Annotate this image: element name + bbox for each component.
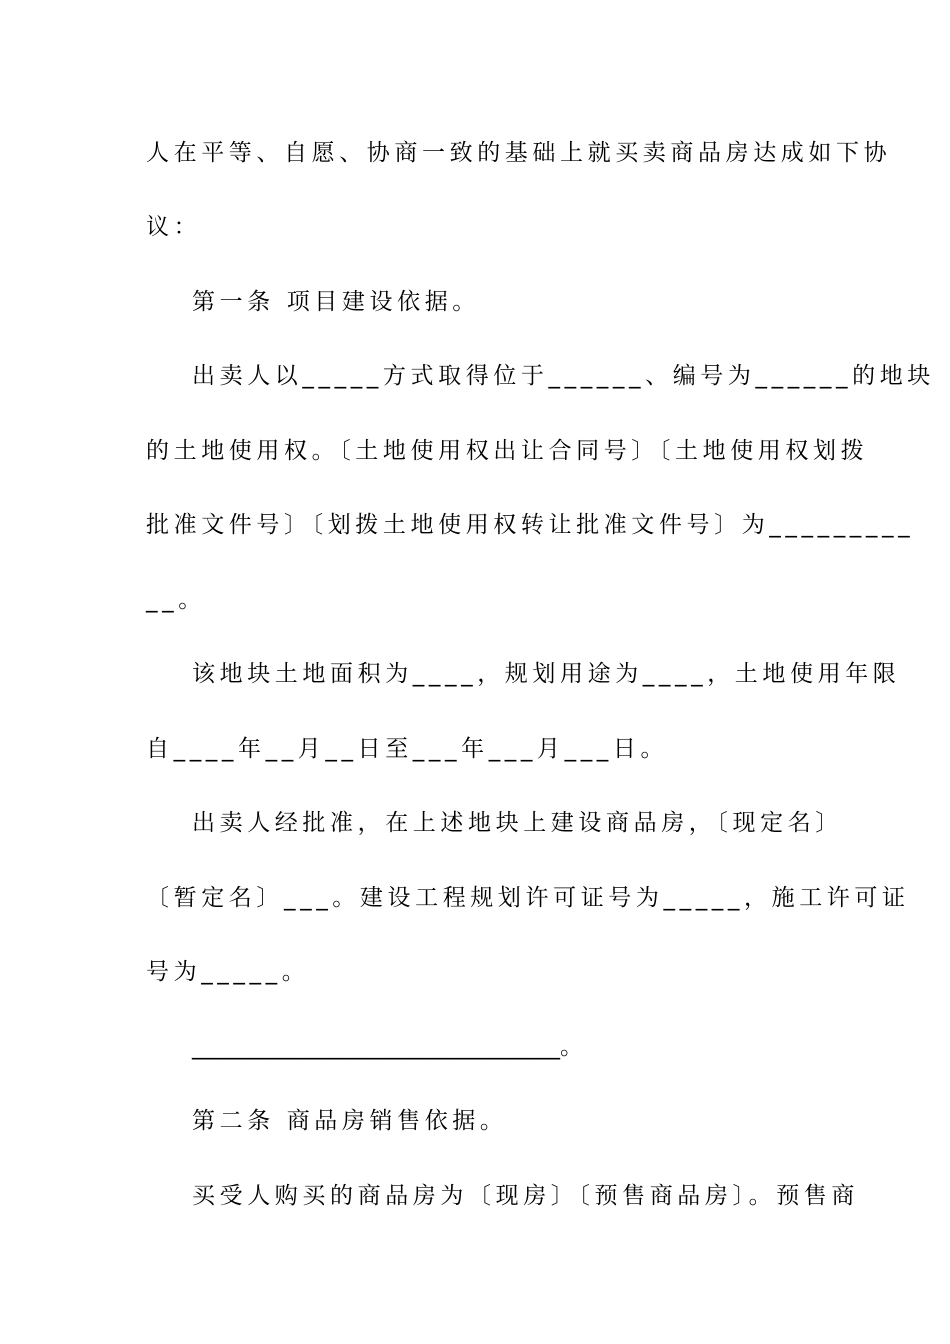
- paragraph-line-2: 议：: [146, 214, 202, 240]
- paragraph-line-4: 出卖人以_____方式取得位于______、编号为______的地块: [192, 363, 935, 389]
- paragraph-line-12: 号为_____。: [146, 959, 310, 985]
- article-two-heading: 第二条 商品房销售依据。: [192, 1108, 508, 1134]
- paragraph-line-15: 买受人购买的商品房为〔现房〕〔预售商品房〕。预售商: [192, 1183, 859, 1209]
- paragraph-line-7: __。: [146, 587, 206, 613]
- paragraph-line-5: 的土地使用权。〔土地使用权出让合同号〕〔土地使用权划拨: [146, 438, 869, 464]
- paragraph-line-11: 〔暂定名〕___。建设工程规划许可证号为_____，施工许可证: [146, 885, 910, 911]
- paragraph-line-9: 自____年__月__日至___年___月___日。: [146, 736, 669, 762]
- blank-fill-line: ________________________________。: [192, 1034, 583, 1060]
- article-one-heading: 第一条 项目建设依据。: [192, 289, 480, 315]
- paragraph-line-10: 出卖人经批准，在上述地块上建设商品房，〔现定名〕: [192, 810, 843, 836]
- paragraph-line-1: 人在平等、自愿、协商一致的基础上就买卖商品房达成如下协: [146, 140, 892, 166]
- paragraph-line-8: 该地块土地面积为____，规划用途为____，土地使用年限: [192, 661, 901, 687]
- paragraph-line-6: 批准文件号〕〔划拨土地使用权转让批准文件号〕为_________: [146, 512, 915, 538]
